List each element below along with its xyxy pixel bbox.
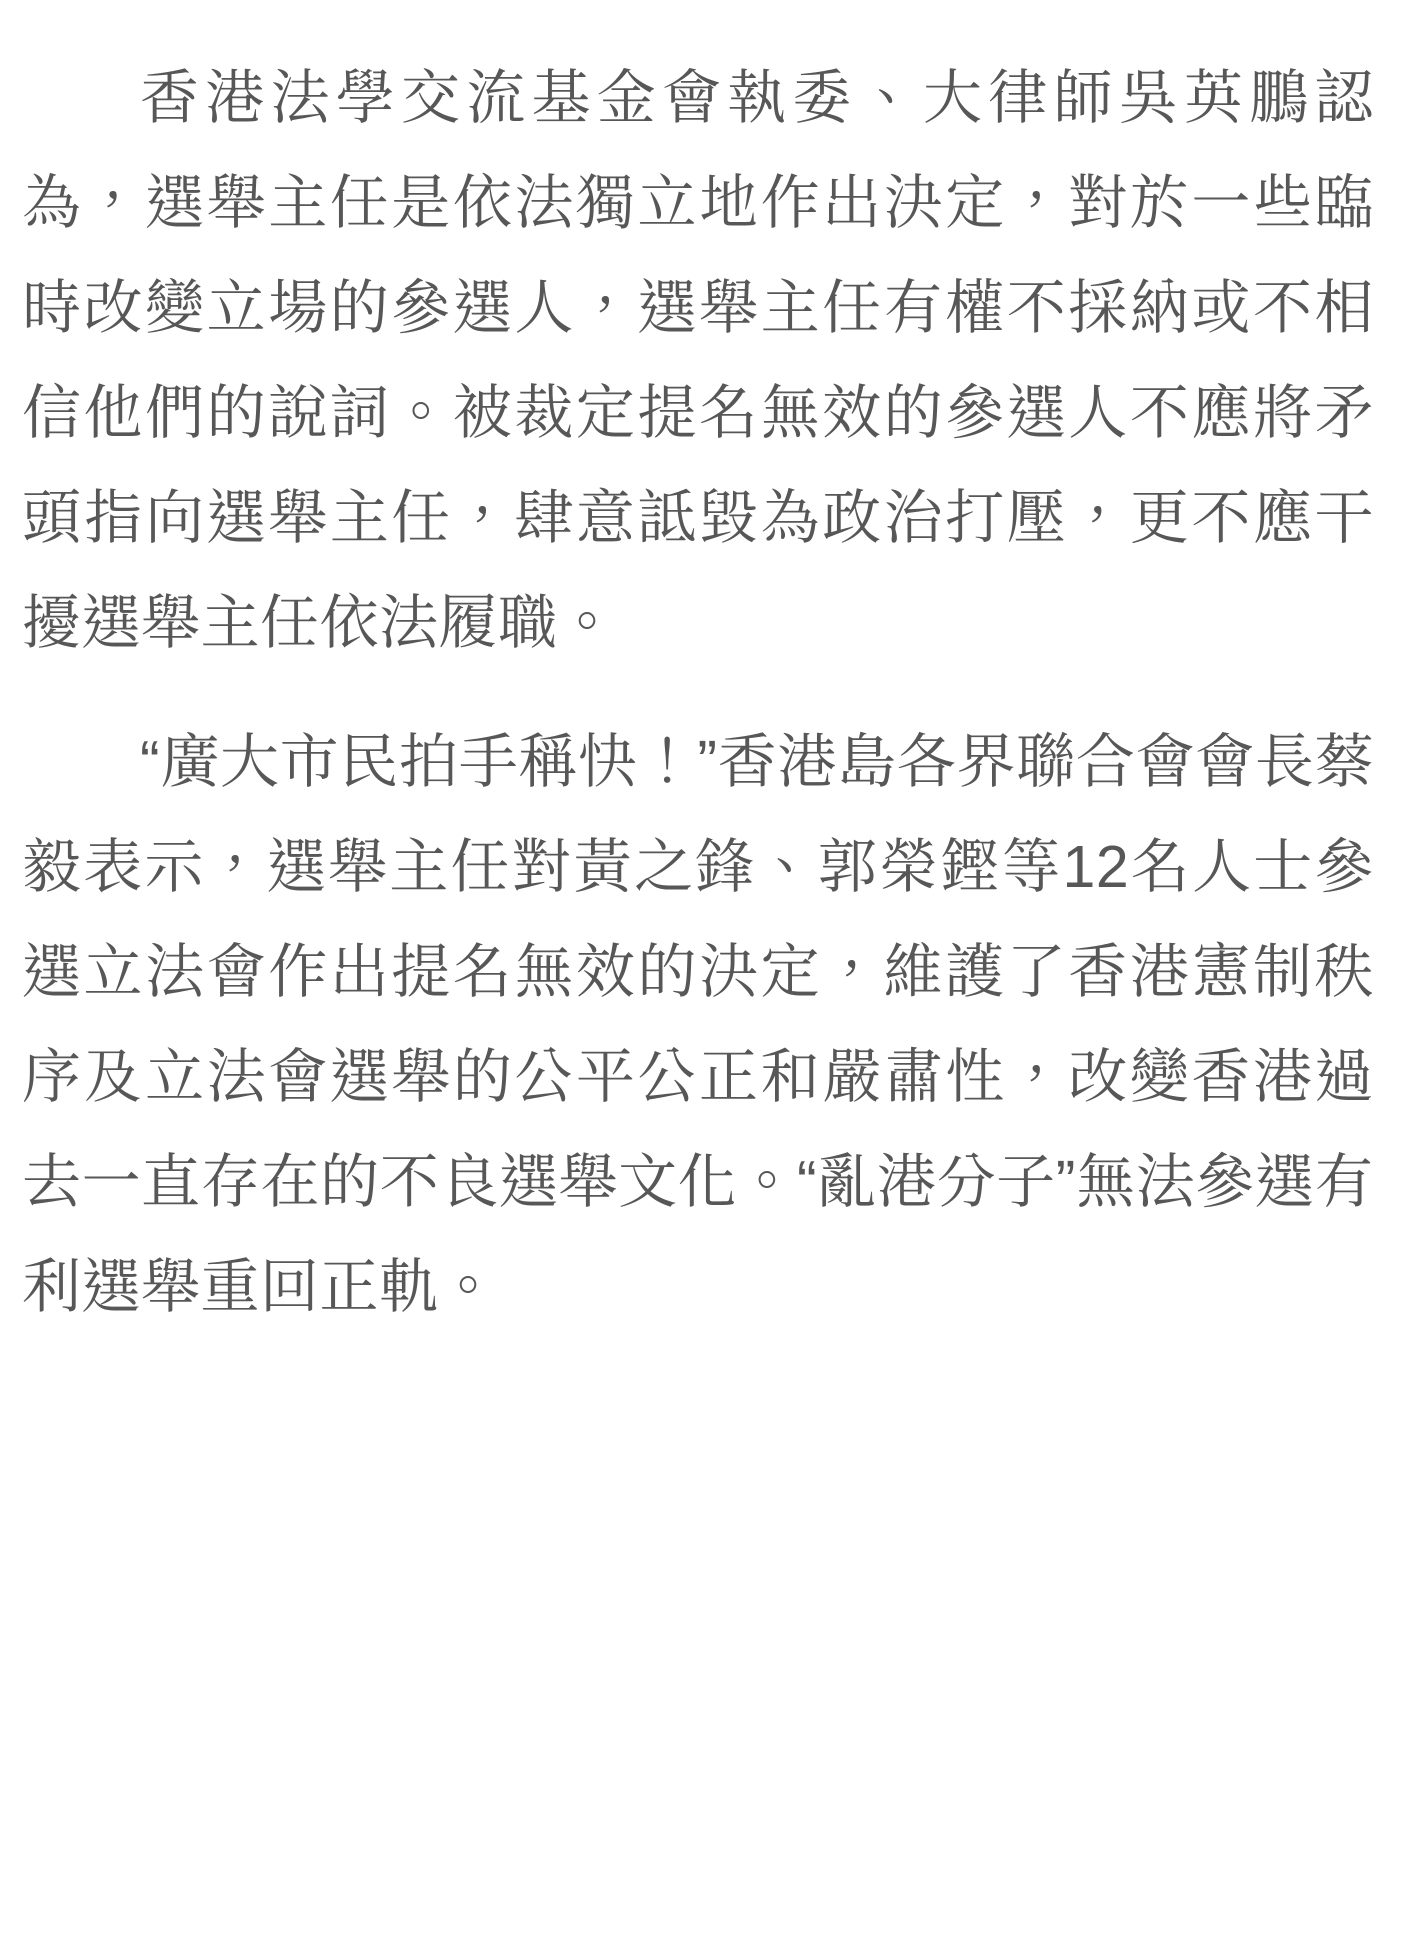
article-paragraph: “廣大市民拍手稱快！”香港島各界聯合會會長蔡毅表示，選舉主任對黃之鋒、郭榮鏗等12名人士參選立法會作出提名無效的決定，維護了香港憲制秩序及立法會選舉的公平公正和嚴肅性，改變香港過去一直存在的不良選舉文化。“亂港分子”無法參選有利選舉重回正軌。 bbox=[22, 729, 1374, 1321]
article-paragraph: 香港法學交流基金會執委、大律師吳英鵬認為，選舉主任是依法獨立地作出決定，對於一些臨時改變立場的參選人，選舉主任有權不採納或不相信他們的說詞。被裁定提名無效的參選人不應將矛頭指向選舉主任，肆意詆毀為政治打壓，更不應干擾選舉主任依法履職。 bbox=[22, 65, 1374, 657]
